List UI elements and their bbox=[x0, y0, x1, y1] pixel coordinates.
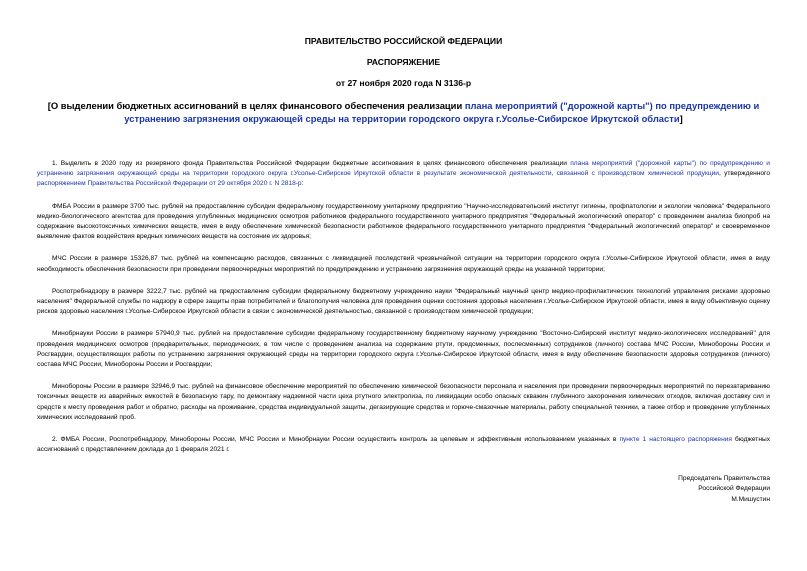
signature-block bbox=[678, 474, 770, 505]
point-1-link[interactable]: пункте 1 настоящего распоряжения bbox=[619, 436, 732, 444]
order-2818-link[interactable]: распоряжением Правительства Российской Федерации от 29 октября 2020 г. N 2818-р bbox=[37, 180, 302, 188]
paragraph-1 bbox=[37, 159, 770, 190]
subject-prefix: [О выделении бюджетных ассигнований в целях финансового обеспечения реализации bbox=[47, 100, 465, 111]
signature-name: М.Мишустин bbox=[731, 495, 770, 503]
subject-suffix: ] bbox=[679, 112, 683, 124]
paragraph-minoborony: Минобороны России в размере 32946,9 тыс. рублей на финансовое обеспечение мероприятий по обеспечению химической безопасности персонала и населения при проведении первоочередных мероприятий по перезатариванию токсичных веществ из аварийных емкостей в безопасную тару, по демонтажу надземной части цеха ртутного электролиза, по ликвидации особо опасных скважин глубинного захоронения химических отходов, включая доставку сил и средств к месту проведения работ и обратно, расходы на проживание, средства индивидуальной защиты, дегазирующие средства и горюче-смазочные материалы, работу специальной техники, а также отбор и проведение углубленных химических исследований проб. bbox=[37, 383, 770, 421]
document-type: РАСПОРЯЖЕНИЕ bbox=[366, 57, 441, 67]
p1-end: : bbox=[301, 180, 304, 188]
p1-start: 1. Выделить в 2020 году из резервного фонда Правительства Российской Федерации бюджетные ассигнования в целях финансового обеспечения реализации bbox=[52, 160, 571, 167]
signature-title: Председатель Правительства bbox=[678, 475, 770, 482]
paragraph-rospotrebnadzor: Роспотребнадзору в размере 3222,7 тыс. рублей на предоставление субсидии федеральному бюджетному учреждению науки "Федеральный научный центр медико-профилактических технологий управления рисками здоровью населения" Федеральной службы по надзору в сфере защиты прав потребителей и благополучия человека для проведения оценки состояния здоровья населения г.Усолье-Сибирское Иркутской области, имея в виду объективную оценку рисков здоровью населения г.Усолье-Сибирское Иркутской области в связи с экономической деятельностью, связанной с производством химической продукции; bbox=[37, 287, 770, 316]
paragraph-fmba: ФМБА России в размере 3700 тыс. рублей на предоставление субсидии федеральному государственному унитарному предприятию "Научно-исследовательский институт гигиены, профпатологии и экологии человека" Федерального медико-биологического агентства для проведения углубленных медицинских осмотров работников федерального государственного унитарного предприятия "Федеральный экологический оператор" с проведением анализа биопроб на содержание высокотоксичных химических веществ, имея в виду обеспечение химической безопасности работников федерального государственного унитарного предприятия "Федеральный экологический оператор" и своевременное выявление фактов воздействия вредных химических веществ на состояние их здоровья; bbox=[37, 202, 770, 241]
paragraph-mchs: МЧС России в размере 15326,87 тыс. рублей на компенсацию расходов, связанных с ликвидацией последствий чрезвычайной ситуации на территории городского округа г.Усолье-Сибирское Иркутской области, имея в виду необходимость обеспечения безопасности при проведении первоочередных мероприятий по предупреждению и устранению загрязнения окружающей среды на указанной территории; bbox=[37, 255, 770, 273]
document-body bbox=[37, 159, 770, 455]
subject-plan-link[interactable]: плана мероприятий ("дорожной карты") по предупреждению и устранению загрязнения окружающей среды на территории городского округа г.Усолье-Сибирское Иркутской области bbox=[124, 100, 760, 124]
p1-mid: , утвержденного bbox=[718, 170, 770, 178]
signature-country: Российской Федерации bbox=[698, 485, 770, 493]
plan-link[interactable]: плана мероприятий ("дорожной карты") по предупреждению и устранению загрязнения окружающей среды на территории городского округа г.Усолье-Сибирское Иркутской области в результате экономической деятельности, связанной с производством химической продукции bbox=[37, 160, 770, 178]
paragraph-2 bbox=[37, 435, 770, 455]
p2-end: бюджетных ассигнований с представлением доклада до 1 февраля 2021 г. bbox=[37, 436, 771, 454]
p2-start: 2. ФМБА России, Роспотребнадзору, Минобороны России, МЧС России и Минобрнауки России осуществить контроль за целевым и эффективным использованием указанных в bbox=[52, 436, 620, 444]
paragraph-minobrnauki: Минобрнауки России в размере 57940,9 тыс. рублей на предоставление субсидии федеральному государственному бюджетному научному учреждению "Восточно-Сибирский институт медико-экологических исследований" для проведения медицинских осмотров (предварительных, периодических, в том числе с проведением анализа на содержание ртути, предсменных, послесменных) сотрудников (личного) состава МЧС России, Минобороны России и Росгвардии, осуществляющих работы по устранению загрязнения окружающей среды на территории городского округа г.Усолье-Сибирское Иркутской области, имея в виду обеспечение безопасности здоровья сотрудников (личного) состава МЧС России, Минобороны России и Росгвардии; bbox=[37, 330, 770, 369]
document-subject bbox=[37, 100, 770, 125]
government-title: ПРАВИТЕЛЬСТВО РОССИЙСКОЙ ФЕДЕРАЦИИ bbox=[304, 36, 503, 46]
document-date-number: от 27 ноября 2020 года N 3136-р bbox=[335, 78, 472, 88]
